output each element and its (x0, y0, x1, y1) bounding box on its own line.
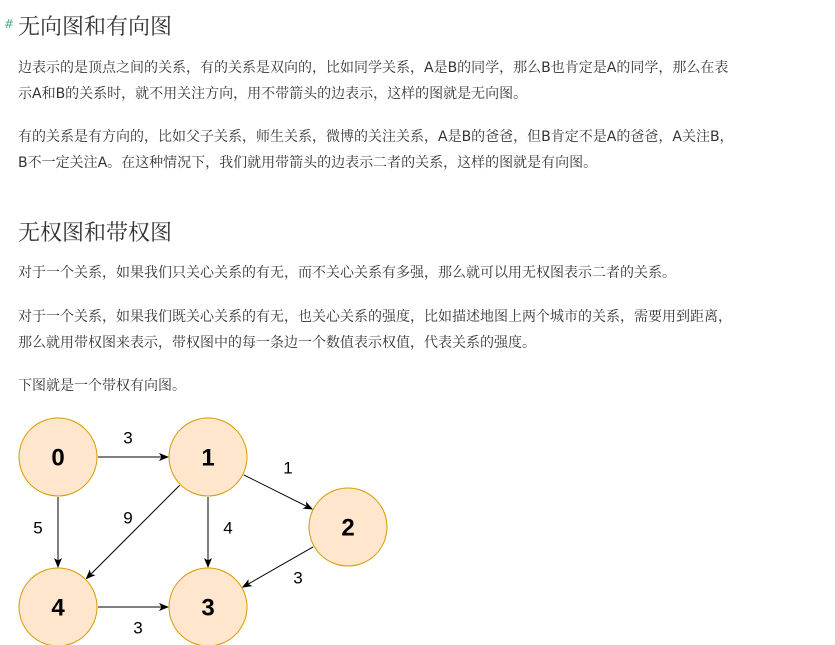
edge-weight-1-to-4: 9 (123, 508, 133, 528)
node-layer (19, 418, 387, 645)
node-label-2: 2 (341, 514, 355, 542)
paragraph-line: 示A和B的关系时，就不用关注方向，用不带箭头的边表示，这样的图就是无向图。 (18, 86, 528, 102)
paragraph-figure-intro (18, 373, 835, 399)
edge-weight-0-to-4: 5 (33, 518, 43, 538)
node-label-1: 1 (201, 444, 215, 472)
paragraph-line: 对于一个关系，如果我们只关心关系的有无，而不关心关系有多强，那么就可以用无权图表示二者的关系。 (18, 265, 676, 281)
edge-1-to-4 (86, 485, 179, 578)
edge-weight-1-to-2: 1 (283, 458, 293, 478)
paragraph-line: 边表示的是顶点之间的关系，有的关系是双向的，比如同学关系，A是B的同学，那么B也肯定是A的同学，那么在表 (18, 60, 729, 76)
edge-1-to-2 (244, 475, 312, 509)
edge-weight-4-to-3: 3 (133, 618, 143, 638)
paragraph-line: B不一定关注A。在这种情况下，我们就用带箭头的边表示二者的关系，这样的图就是有向图。 (18, 155, 598, 171)
paragraph-line: 下图就是一个带权有向图。 (18, 378, 186, 394)
weighted-directed-graph (0, 405, 400, 645)
heading-anchor-icon[interactable]: # (4, 17, 15, 31)
paragraph-line: 对于一个关系，如果我们既关心关系的有无，也关心关系的强度，比如描述地图上两个城市的关系，需要用到距离， (18, 309, 732, 325)
edge-weight-1-to-3: 4 (223, 518, 233, 538)
node-label-4: 4 (51, 594, 65, 622)
paragraph-weighted (18, 304, 835, 356)
edge-weight-0-to-1: 3 (123, 428, 133, 448)
paragraph-undirected (18, 55, 835, 107)
node-label-3: 3 (201, 594, 215, 622)
section-heading-directed: 无向图和有向图 (18, 15, 173, 40)
edge-weight-2-to-3: 3 (293, 568, 303, 588)
section-heading-weighted: 无权图和带权图 (18, 221, 173, 246)
paragraph-unweighted (18, 260, 835, 286)
paragraph-line: 那么就用带权图来表示，带权图中的每一条边一个数值表示权值，代表关系的强度。 (18, 335, 536, 351)
paragraph-directed (18, 124, 835, 176)
paragraph-line: 有的关系是有方向的，比如父子关系，师生关系，微博的关注关系，A是B的爸爸，但B肯定不是A的爸爸，A关注B， (18, 129, 734, 145)
node-label-0: 0 (51, 444, 65, 472)
